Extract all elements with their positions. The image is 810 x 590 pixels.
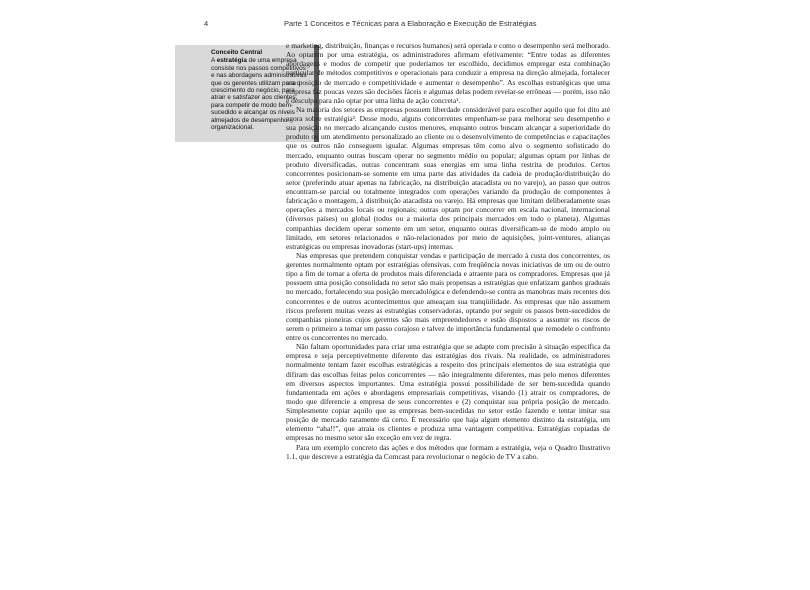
running-header: Parte 1 Conceitos e Técnicas para a Elaboração e Execução de Estratégias — [284, 19, 537, 28]
key-concept-lead: A — [211, 57, 217, 65]
key-concept-title: Conceito Central — [211, 49, 263, 56]
paragraph-5: Para um exemplo concreto das ações e dos métodos que formam a estratégia, veja o Quadro Ilustrativo 1.1, que descreve a estratégia da Comcast para revolucionar o negócio de TV a cabo. — [286, 442, 610, 461]
key-concept-body: de uma empresa consiste nos passos competitivos e nas abordagens administrativas que os gerentes utilizam para o crescimento do negócio, para atrair e satisfazer aos clientes, para competir de modo bem-sucedido e alcançar os níveis almejados de desempenho organizacional. — [211, 57, 307, 132]
body-text — [286, 41, 610, 461]
key-concept-term: estratégia — [216, 57, 247, 65]
paragraph-3: Nas empresas que pretendem conquistar vendas e participação de mercado à custa dos concorrentes, os gerentes normalmente optam por estratégias ofensivas, com freqüência novas iniciativas de um ou de outro tipo a fim de tornar a oferta de produtos mais diferenciada e atraente para os compradores. Empresas que já possuem uma posição consolidada no setor são mais propensas a estratégias que enfatizam ganhos graduais no mercado, fortalecendo sua posição mercadológica e defendendo-se contra as manobras mais recentes dos concorrentes e de outros acontecimentos que ameaçam sua tranqüilidade. As empresas que não assumem riscos preferem muitas vezes as estratégias conservadoras, optando por seguir os passos bem-sucedidos de companhias pioneiras cujos gerentes são mais empreendedores e estão dispostos a assumir os riscos de serem o primeiro a tomar um passo corajoso e talvez de importância fundamental que remodele o confronto entre os concorrentes no mercado. — [286, 250, 610, 342]
paragraph-1: e marketing, distribuição, finanças e recursos humanos) será operada e como o desempenho será melhorado. Ao optarem por uma estratégia, os administradores afirmam efetivamente: “Entre todas as diferentes abordagens e modos de competir que poderíamos ter escolhido, decidimos empregar esta combinação particular de métodos competitivos e operacionais para conduzir a empresa na direção almejada, fortalecer sua posição de mercado e competitividade e aumentar o desempenho”. As escolhas estratégicas que uma empresa faz poucas vezes são decisões fáceis e algumas delas podem revelar-se errôneas — porém, isso não é desculpa para não optar por uma linha de ação concreta¹. — [286, 41, 610, 105]
paragraph-4: Não faltam oportunidades para criar uma estratégia que se adapte com precisão à situação específica da empresa e seja perceptivelmente diferente das estratégias dos rivais. Na realidade, os administradores normalmente tentam fazer escolhas estratégicas a respeito dos principais elementos de sua estratégia que difiram das escolhas feitas pelos concorrentes — não integralmente diferentes, mas pelo menos diferentes em diversos aspectos importantes. Uma estratégia possui possibilidade de ser bem-sucedida quando fundamentada em ações e abordagens empresariais competitivas, visando (1) atrair os compradores, de modo que diferencie a empresa de seus concorrentes e (2) conquistar sua própria posição de mercado. Simplesmente copiar aquilo que as empresas bem-sucedidas no setor estão fazendo e tentar imitar sua posição de mercado raramente dá certo. É necessário que haja algum elemento distinto da estratégia, um elemento “aha!!”, que atraia os clientes e produza uma vantagem competitiva. Estratégias copiadas de empresas no mesmo setor são exceção em vez de regra. — [286, 342, 610, 443]
paragraph-2: Na maioria dos setores as empresas possuem liberdade considerável para escolher aquilo que foi dito até agora sobre estratégia². Desse modo, alguns concorrentes empenham-se para melhorar seu desempenho e sua posição no mercado alcançando custos menores, enquanto outros buscam alcançar a superioridade do produto ou um atendimento personalizado ao cliente ou o desenvolvimento de competências e capacitações que os outros não conseguem igualar. Algumas empresas têm como alvo o segmento sofisticado do mercado, enquanto outras buscam operar no segmento médio ou popular; algumas optam por linhas de produto diversificadas, outras concentram suas energias em uma linha restrita de produtos. Certos concorrentes posicionam-se somente em uma parte das atividades da cadeia de produção/distribuição do setor (preferindo atuar apenas na fabricação, na distribuição atacadista ou no varejo), ao passo que outros encontram-se parcial ou totalmente integrados com operações variando da produção de componentes à fabricação e montagem, à distribuição atacadista ou varejo. Há empresas que limitam deliberadamente suas operações a mercados locais ou regionais; outras optam por concorrer em escala nacional, internacional (diversos países) ou global (todos ou a maioria dos principais mercados em todo o planeta). Algumas companhias decidem operar somente em um setor, enquanto outras diversificam-se de modo amplo ou limitado, em setores relacionados e não-relacionados por meio de aquisições, joint-ventures, alianças estratégicas ou empresas inovadoras (start-ups) internas. — [286, 104, 610, 251]
page-number: 4 — [204, 19, 209, 28]
